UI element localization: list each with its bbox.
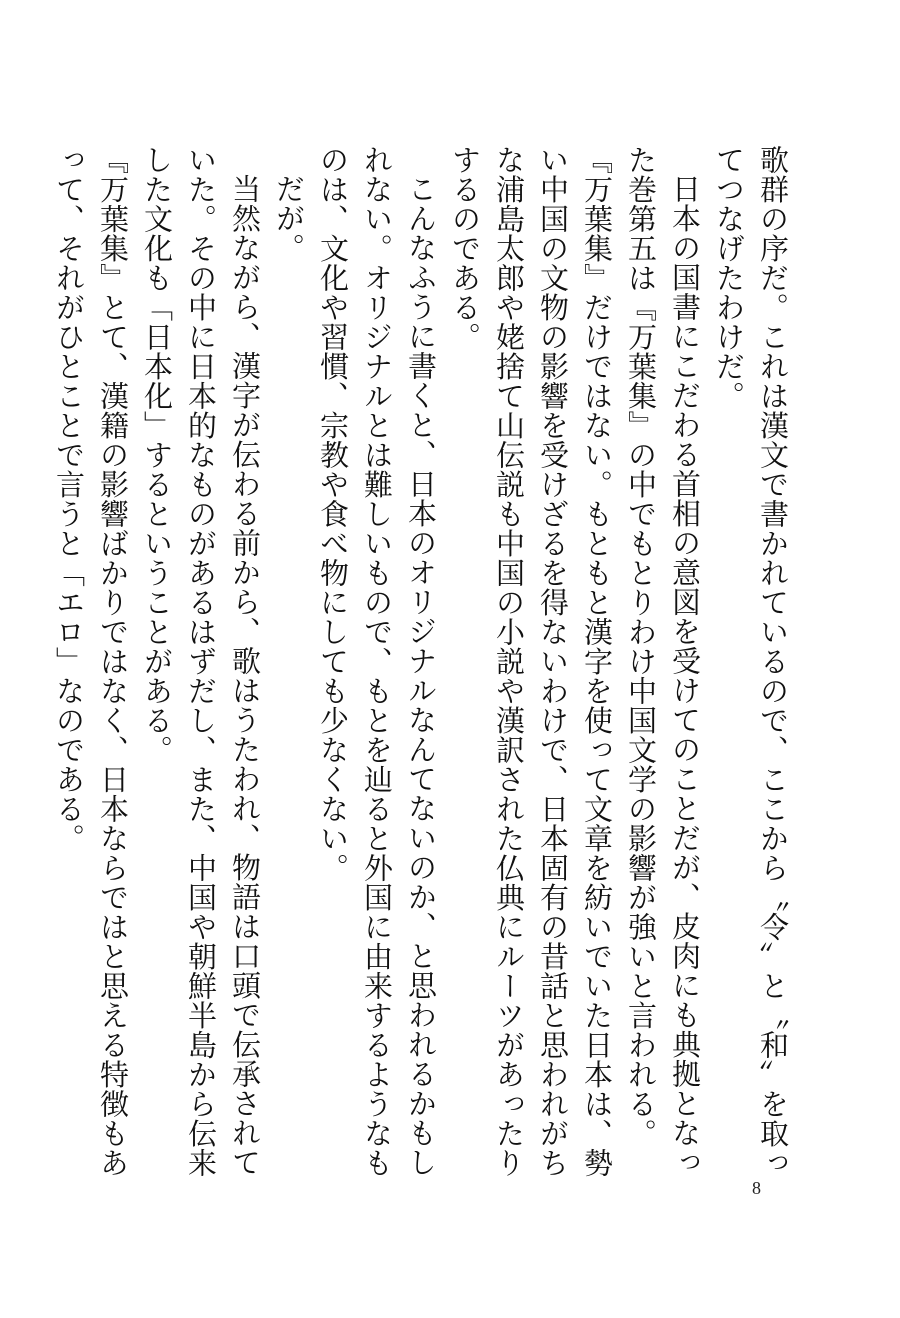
paragraph-2: 日本の国書にこだわる首相の意図を受けてのことだが、皮肉にも典拠となった巻第五は『万葉集』の中でもとりわけ中国文学の影響が強いと言われる。 <box>624 145 702 1177</box>
paragraph-3: 『万葉集』だけではない。もともと漢字を使って文章を紡いでいた日本は、勢い中国の文物の影響を受けざるを得ないわけで、日本固有の昔話と思われがちな浦島太郎や姥捨て山伝説も中国の小説や漢訳された仏典にルーツがあったりするのである。 <box>448 145 614 1178</box>
paragraph-1: 歌群の序だ。これは漢文で書かれているので、ここから〝令〟と〝和〟を取ってつなげたわけだ。 <box>712 145 790 1178</box>
paragraph-5: だが。 <box>272 174 306 263</box>
paragraph-4: こんなふうに書くと、日本のオリジナルなんてないのか、と思われるかもしれない。オリジナルとは難しいもので、もとを辿ると外国に由来するようなものは、文化や習慣、宗教や食べ物にしても少なくない。 <box>316 145 438 1178</box>
page-number: 8 <box>752 1178 761 1198</box>
paragraph-6: 当然ながら、漢字が伝わる前から、歌はうたわれ、物語は口頭で伝承されていた。その中に日本的なものがあるはずだし、また、中国や朝鮮半島から伝来した文化も「日本化」するということがある。 <box>140 145 262 1178</box>
paragraph-7: 『万葉集』とて、漢籍の影響ばかりではなく、日本ならではと思える特徴もあって、それがひとことで言うと「エロ」なのである。 <box>52 145 130 1178</box>
body-text <box>52 145 795 1185</box>
